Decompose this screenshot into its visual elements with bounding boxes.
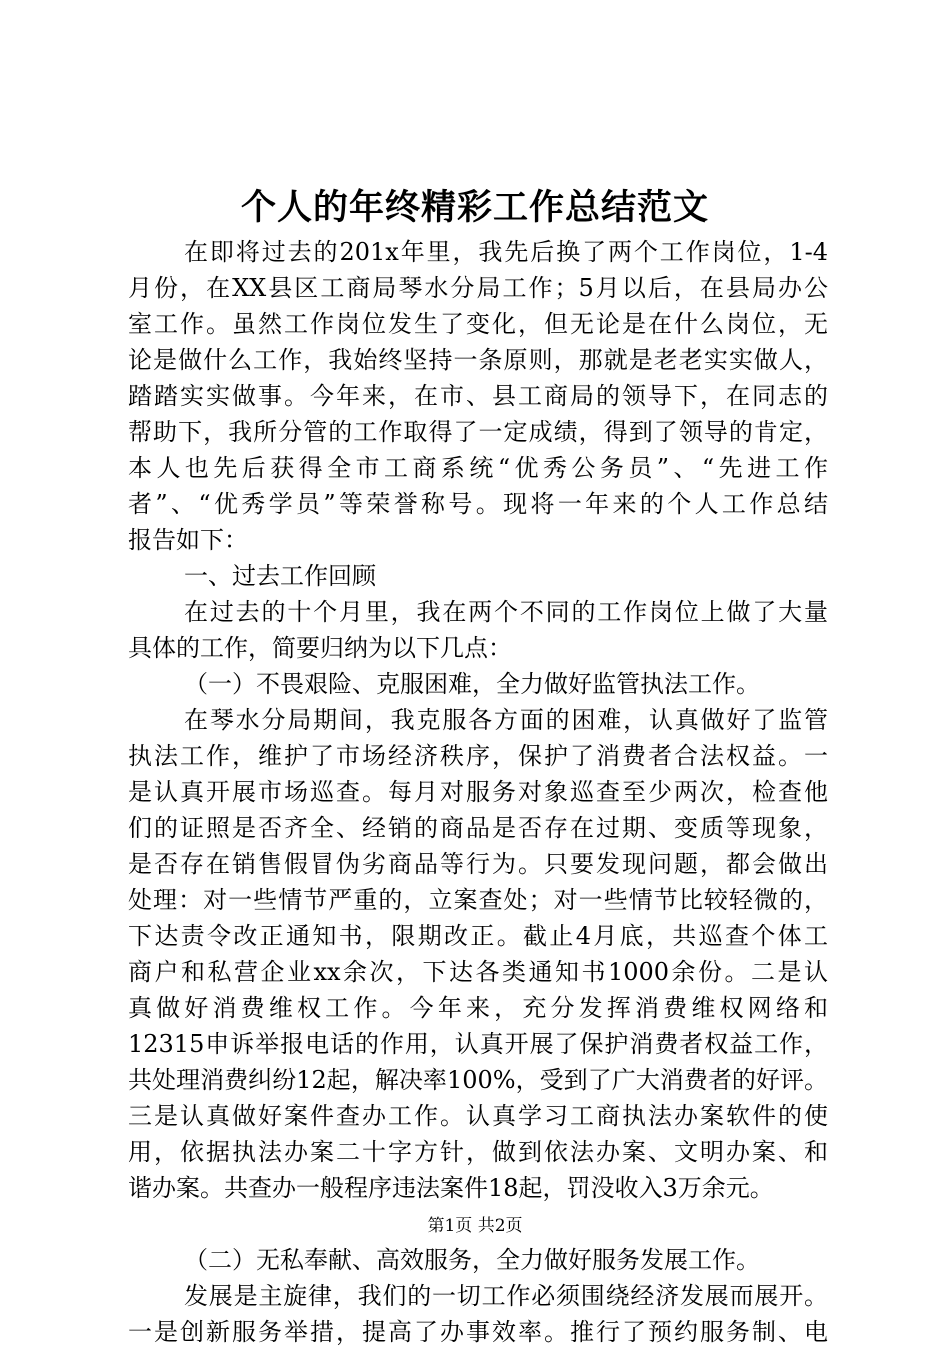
text-line: 12315申诉举报电话的作用，认真开展了保护消费者权益工作， (128, 1030, 828, 1058)
text-line: 一、过去工作回顾 (184, 562, 376, 590)
text-line: 真做好消费维权工作。今年来，充分发挥消费维权网络和 (128, 994, 828, 1022)
text-line: 是否存在销售假冒伪劣商品等行为。只要发现问题，都会做出 (128, 850, 828, 878)
text-line: （一）不畏艰险、克服困难，全力做好监管执法工作。 (184, 670, 760, 698)
text-line: 谐办案。共查办一般程序违法案件18起，罚没收入3万余元。 (128, 1174, 774, 1202)
text-line: 者”、“优秀学员”等荣誉称号。现将一年来的个人工作总结 (128, 490, 828, 518)
text-line: 下达责令改正通知书，限期改正。截止4月底，共巡查个体工 (128, 922, 828, 950)
text-line: 在即将过去的201x年里，我先后换了两个工作岗位，1-4 (184, 238, 828, 266)
text-line: 共处理消费纠纷12起，解决率100%，受到了广大消费者的好评。 (128, 1066, 828, 1094)
page-footer: 第1页 共2页 (427, 1216, 523, 1236)
text-line: 处理：对一些情节严重的，立案查处；对一些情节比较轻微的， (128, 886, 828, 914)
text-line: 本人也先后获得全市工商系统“优秀公务员”、“先进工作 (128, 454, 828, 482)
text-line: 一是创新服务举措，提高了办事效率。推行了预约服务制、电 (128, 1318, 828, 1346)
text-line: 在琴水分局期间，我克服各方面的困难，认真做好了监管 (184, 706, 828, 734)
text-line: 帮助下，我所分管的工作取得了一定成绩，得到了领导的肯定， (128, 418, 828, 446)
text-line: 室工作。虽然工作岗位发生了变化，但无论是在什么岗位，无 (128, 310, 828, 338)
text-line: 踏踏实实做事。今年来，在市、县工商局的领导下，在同志的 (128, 382, 828, 410)
text-line: 月份，在XX县区工商局琴水分局工作；5月以后，在县局办公 (128, 274, 828, 302)
text-line: （二）无私奉献、高效服务，全力做好服务发展工作。 (184, 1246, 760, 1274)
text-line: 用，依据执法办案二十字方针，做到依法办案、文明办案、和 (128, 1138, 828, 1166)
text-line: 三是认真做好案件查办工作。认真学习工商执法办案软件的使 (128, 1102, 828, 1130)
text-line: 是认真开展市场巡查。每月对服务对象巡查至少两次，检查他 (128, 778, 828, 806)
text-line: 论是做什么工作，我始终坚持一条原则，那就是老老实实做人， (128, 346, 828, 374)
text-line: 报告如下： (128, 526, 248, 554)
text-line: 们的证照是否齐全、经销的商品是否存在过期、变质等现象， (128, 814, 828, 842)
text-line: 执法工作，维护了市场经济秩序，保护了消费者合法权益。一 (128, 742, 828, 770)
text-line: 具体的工作，简要归纳为以下几点： (128, 634, 512, 662)
text-line: 在过去的十个月里，我在两个不同的工作岗位上做了大量 (184, 598, 828, 626)
document-body (128, 234, 828, 1350)
text-line: 发展是主旋律，我们的一切工作必须围绕经济发展而展开。 (184, 1282, 828, 1310)
text-line: 商户和私营企业xx余次，下达各类通知书1000余份。二是认 (128, 958, 828, 986)
page-title: 个人的年终精彩工作总结范文 (240, 187, 709, 228)
